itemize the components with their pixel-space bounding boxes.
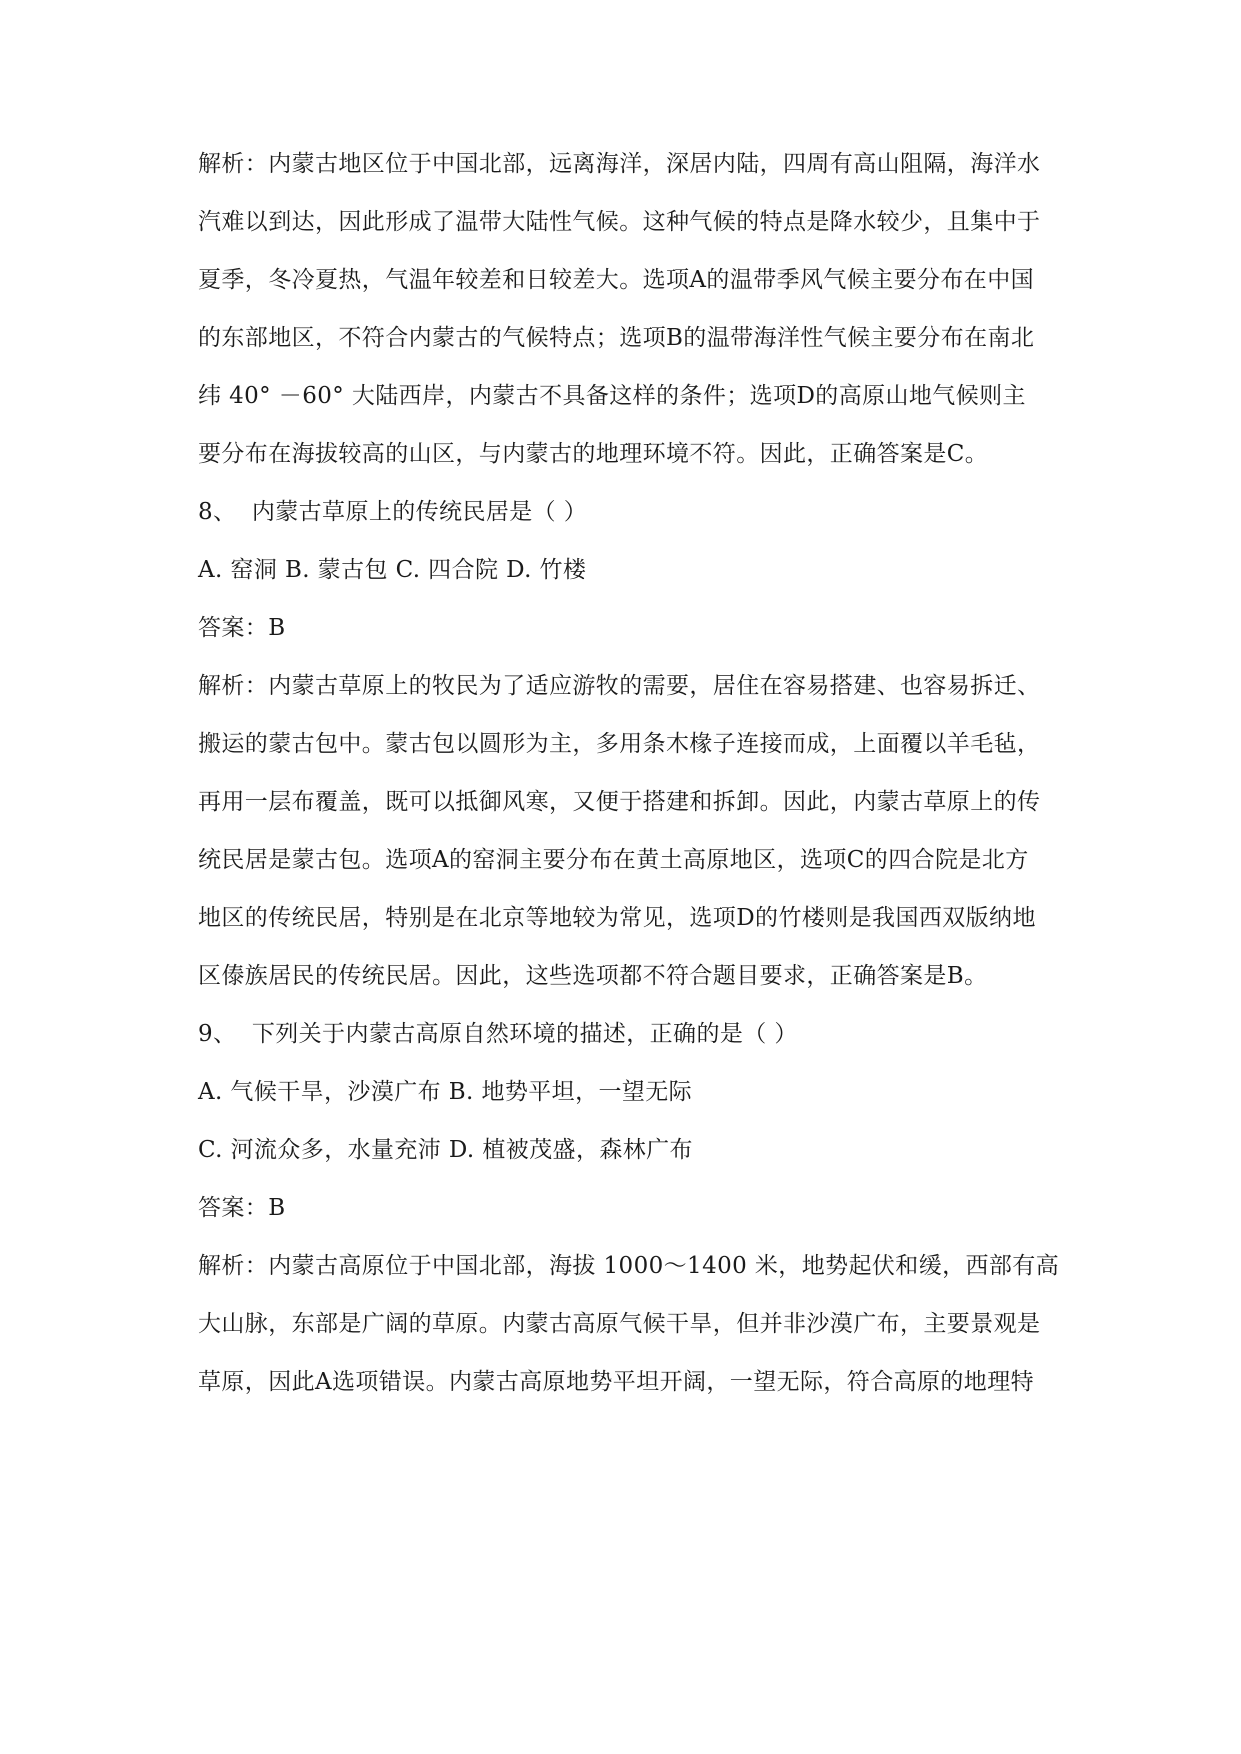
- analysis-q7-line-5: 纬 40° －60° 大陆西岸，内蒙古不具备这样的条件；选项D的高原山地气候则主: [198, 383, 1026, 409]
- analysis-q7-line-3: 夏季，冬冷夏热，气温年较差和日较差大。选项A的温带季风气候主要分布在中国: [198, 267, 1035, 293]
- analysis-q8-line-4: 统民居是蒙古包。选项A的窑洞主要分布在黄土高原地区，选项C的四合院是北方: [198, 847, 1029, 873]
- analysis-q7-line-2: 汽难以到达，因此形成了温带大陆性气候。这种气候的特点是降水较少，且集中于: [198, 209, 1041, 235]
- question-8-options: A. 窑洞 B. 蒙古包 C. 四合院 D. 竹楼: [198, 557, 587, 583]
- question-9: 9、 下列关于内蒙古高原自然环境的描述，正确的是（ ）: [198, 1021, 798, 1047]
- analysis-q8-line-2: 搬运的蒙古包中。蒙古包以圆形为主，多用条木椽子连接而成，上面覆以羊毛毡，: [198, 731, 1041, 757]
- question-8: 8、 内蒙古草原上的传统民居是（ ）: [198, 499, 588, 525]
- analysis-q7-line-4: 的东部地区，不符合内蒙古的气候特点；选项B的温带海洋性气候主要分布在南北: [198, 325, 1035, 351]
- analysis-q9-line-2: 大山脉，东部是广阔的草原。内蒙古高原气候干旱，但并非沙漠广布，主要景观是: [198, 1311, 1041, 1337]
- question-9-answer: 答案：B: [198, 1195, 286, 1221]
- analysis-q8-line-1: 解析：内蒙古草原上的牧民为了适应游牧的需要，居住在容易搭建、也容易拆迁、: [198, 673, 1041, 699]
- analysis-q8-line-3: 再用一层布覆盖，既可以抵御风寒，又便于搭建和拆卸。因此，内蒙古草原上的传: [198, 789, 1041, 815]
- analysis-q7-line-6: 要分布在海拔较高的山区，与内蒙古的地理环境不符。因此，正确答案是C。: [198, 441, 989, 467]
- question-9-options-ab: A. 气候干旱，沙漠广布 B. 地势平坦，一望无际: [198, 1079, 693, 1105]
- analysis-q8-line-5: 地区的传统民居，特别是在北京等地较为常见，选项D的竹楼则是我国西双版纳地: [198, 905, 1036, 931]
- analysis-q8-line-6: 区傣族居民的传统民居。因此，这些选项都不符合题目要求，正确答案是B。: [198, 963, 988, 989]
- analysis-q9-line-3: 草原，因此A选项错误。内蒙古高原地势平坦开阔，一望无际，符合高原的地理特: [198, 1369, 1035, 1395]
- question-9-options-cd: C. 河流众多，水量充沛 D. 植被茂盛，森林广布: [198, 1137, 693, 1163]
- analysis-q7-line-1: 解析：内蒙古地区位于中国北部，远离海洋，深居内陆，四周有高山阻隔，海洋水: [198, 151, 1041, 177]
- analysis-q9-line-1: 解析：内蒙古高原位于中国北部，海拔 1000～1400 米，地势起伏和缓，西部有高: [198, 1253, 1060, 1279]
- question-8-answer: 答案：B: [198, 615, 286, 641]
